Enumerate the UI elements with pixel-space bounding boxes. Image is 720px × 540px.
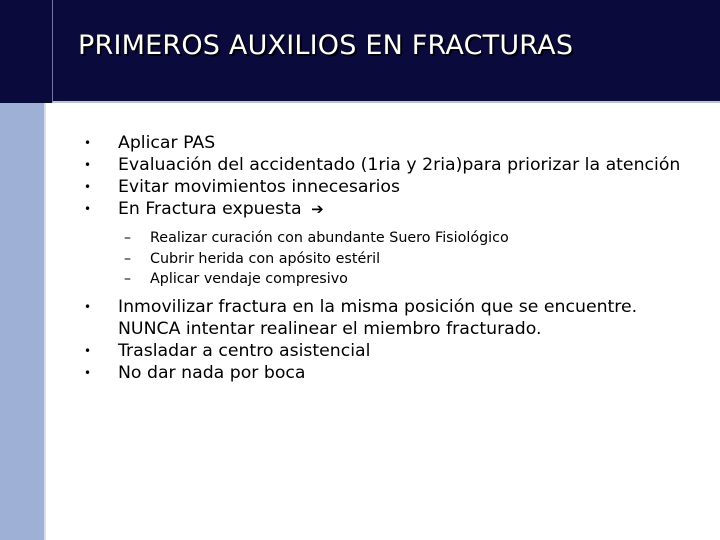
left-accent-bar: [0, 103, 44, 540]
list-item: [84, 340, 714, 362]
dash-icon: –: [124, 250, 131, 267]
slide-title: PRIMEROS AUXILIOS EN FRACTURAS: [78, 30, 574, 61]
list-item: [84, 176, 714, 198]
list-item-text: Evaluación del accidentado (1ria y 2ria)para priorizar la atención: [118, 155, 681, 175]
right-arrow-icon: ➔: [311, 200, 324, 218]
sub-list-item: [84, 228, 714, 249]
list-item: [84, 362, 714, 384]
bullet-list-top: [84, 132, 714, 220]
bullet-icon: •: [84, 136, 92, 150]
list-item-text: Inmovilizar fractura en la misma posición que se encuentre.: [118, 296, 638, 317]
sub-bullet-list: [84, 228, 714, 290]
list-item-text: En Fractura expuesta: [118, 199, 302, 219]
slide-header: [0, 0, 720, 103]
bullet-icon: •: [84, 158, 92, 172]
sub-list-item-text: Aplicar vendaje compresivo: [150, 271, 348, 287]
sub-list-item: [84, 269, 714, 290]
left-accent-edge: [44, 103, 46, 540]
spacer: [84, 220, 714, 228]
list-item-text: No dar nada por boca: [118, 362, 306, 383]
list-item: [84, 296, 714, 340]
list-item-text: Trasladar a centro asistencial: [118, 340, 371, 361]
sub-list-item-text: Realizar curación con abundante Suero Fisiológico: [150, 230, 509, 246]
bullet-list-bottom: [84, 296, 714, 384]
list-item-text: Aplicar PAS: [118, 133, 216, 153]
slide-content: [84, 132, 714, 384]
sub-list-item: [84, 249, 714, 270]
list-item: [84, 154, 714, 176]
list-item: [84, 198, 714, 220]
bullet-icon: •: [84, 180, 92, 194]
list-item: [84, 132, 714, 154]
bullet-icon: •: [84, 343, 92, 358]
bullet-icon: •: [84, 202, 92, 216]
dash-icon: –: [124, 230, 131, 246]
list-item-text: Evitar movimientos innecesarios: [118, 177, 400, 197]
sub-list-item-text: Cubrir herida con apósito estéril: [150, 250, 381, 267]
list-item-text-continuation: NUNCA intentar realinear el miembro fracturado.: [118, 318, 542, 339]
bullet-icon: •: [84, 365, 92, 380]
bullet-icon: •: [84, 299, 92, 314]
dash-icon: –: [124, 271, 131, 287]
